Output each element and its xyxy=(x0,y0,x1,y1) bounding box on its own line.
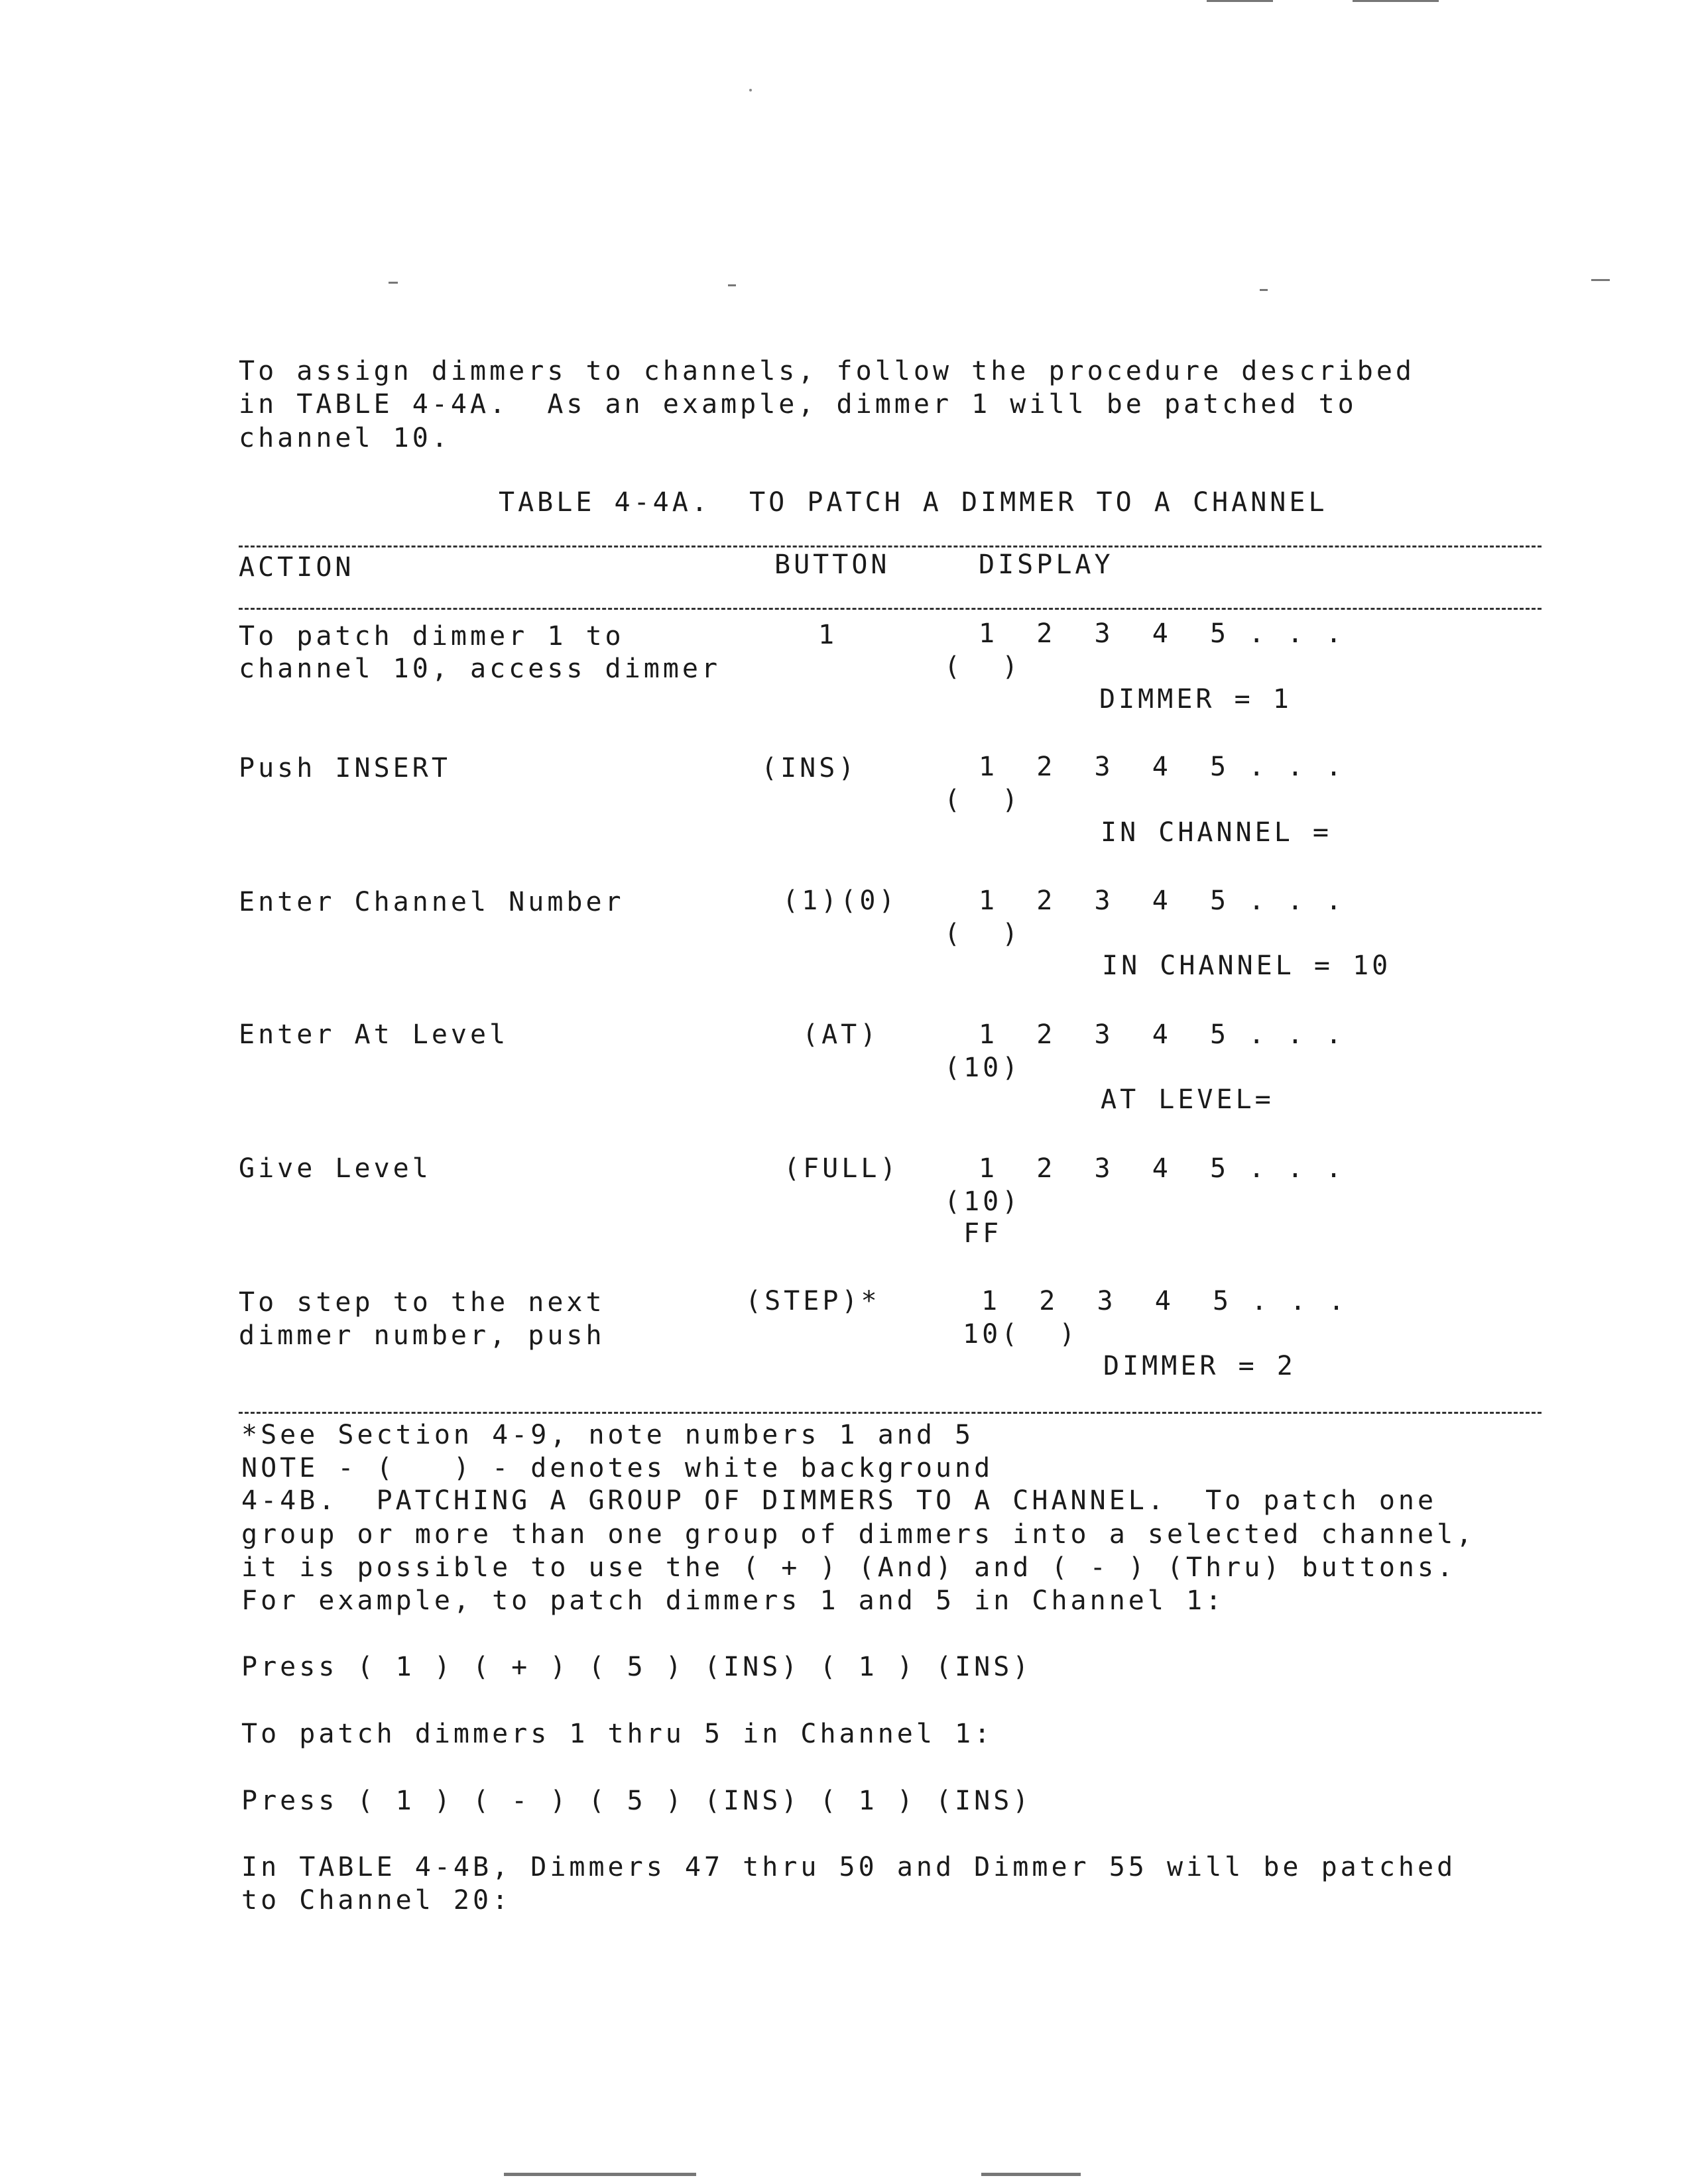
row-button: (FULL) xyxy=(784,1153,900,1184)
closing-line: In TABLE 4-4B, Dimmers 47 thru 50 and Dimmer 55 will be patched xyxy=(241,1852,1457,1882)
scan-mark xyxy=(1591,279,1610,281)
row-action: Push INSERT xyxy=(239,753,451,783)
section-line: For example, to patch dimmers 1 and 5 in Channel 1: xyxy=(241,1585,1225,1616)
row-display-status: DIMMER = 2 xyxy=(1103,1351,1296,1381)
scan-mark xyxy=(1260,289,1268,291)
table-rule-bottom xyxy=(239,1412,1542,1414)
row-display-status: DIMMER = 1 xyxy=(1099,684,1292,715)
row-display-status: AT LEVEL= xyxy=(1101,1084,1274,1115)
row-display-line: ( ) xyxy=(944,652,1022,682)
row-display-line: FF xyxy=(944,1218,1002,1249)
row-button: (1)(0) xyxy=(782,886,898,916)
scan-mark xyxy=(389,282,398,284)
row-action: To patch dimmer 1 to xyxy=(239,621,625,652)
scan-mark xyxy=(1353,0,1439,2)
row-display-line: ( ) xyxy=(944,785,1022,815)
scan-mark xyxy=(728,284,736,286)
footnote-line: *See Section 4-9, note numbers 1 and 5 xyxy=(241,1420,975,1450)
scan-mark xyxy=(504,2173,696,2176)
thru-intro: To patch dimmers 1 thru 5 in Channel 1: xyxy=(241,1719,994,1749)
row-action: Enter Channel Number xyxy=(239,887,625,917)
press-and-sequence: Press ( 1 ) ( + ) ( 5 ) (INS) ( 1 ) (INS) xyxy=(241,1652,1032,1682)
row-display-channels: 1 2 3 4 5 . . . xyxy=(979,1153,1345,1184)
row-display-channels: 1 2 3 4 5 . . . xyxy=(979,618,1345,649)
scan-speck xyxy=(749,89,752,91)
table-rule-top xyxy=(239,546,1542,547)
row-display-channels: 1 2 3 4 5 . . . xyxy=(979,1019,1345,1050)
row-button: 1 xyxy=(818,620,838,650)
row-action: dimmer number, push xyxy=(239,1320,605,1351)
row-action: To step to the next xyxy=(239,1287,605,1318)
intro-line: in TABLE 4-4A. As an example, dimmer 1 will be patched to xyxy=(239,389,1357,420)
row-button: (STEP)* xyxy=(745,1286,880,1316)
row-display-line: (10) xyxy=(944,1053,1022,1083)
intro-line: channel 10. xyxy=(239,423,451,453)
row-display-line: (10) xyxy=(944,1186,1022,1217)
row-display-channels: 1 2 3 4 5 . . . xyxy=(979,886,1345,916)
row-display-line: 10( ) xyxy=(963,1319,1079,1350)
header-button: BUTTON xyxy=(774,549,890,580)
scan-mark xyxy=(981,2173,1081,2176)
press-thru-sequence: Press ( 1 ) ( - ) ( 5 ) (INS) ( 1 ) (INS) xyxy=(241,1786,1032,1816)
header-action: ACTION xyxy=(239,552,355,583)
row-action: Give Level xyxy=(239,1153,432,1184)
closing-line: to Channel 20: xyxy=(241,1885,512,1916)
section-line: it is possible to use the ( + ) (And) and ( - ) (Thru) buttons. xyxy=(241,1552,1457,1583)
row-action: channel 10, access dimmer xyxy=(239,654,721,684)
row-display-channels: 1 2 3 4 5 . . . xyxy=(981,1286,1348,1316)
row-display-channels: 1 2 3 4 5 . . . xyxy=(979,752,1345,782)
table-title: TABLE 4-4A. TO PATCH A DIMMER TO A CHANNEL xyxy=(499,487,1328,518)
scan-mark xyxy=(1207,0,1273,2)
row-display-status: IN CHANNEL = 10 xyxy=(1102,950,1392,981)
row-display-line: ( ) xyxy=(944,919,1022,949)
row-button: (INS) xyxy=(761,753,858,783)
section-line: group or more than one group of dimmers into a selected channel, xyxy=(241,1519,1476,1550)
table-rule-header xyxy=(239,608,1542,610)
header-display: DISPLAY xyxy=(979,549,1114,580)
row-display-status: IN CHANNEL = xyxy=(1101,817,1332,848)
row-button: (AT) xyxy=(802,1019,880,1050)
intro-line: To assign dimmers to channels, follow the procedure described xyxy=(239,356,1416,386)
section-line: 4-4B. PATCHING A GROUP OF DIMMERS TO A CHANNEL. To patch one xyxy=(241,1485,1437,1516)
footnote-line: NOTE - ( ) - denotes white background xyxy=(241,1453,994,1483)
row-action: Enter At Level xyxy=(239,1019,509,1050)
